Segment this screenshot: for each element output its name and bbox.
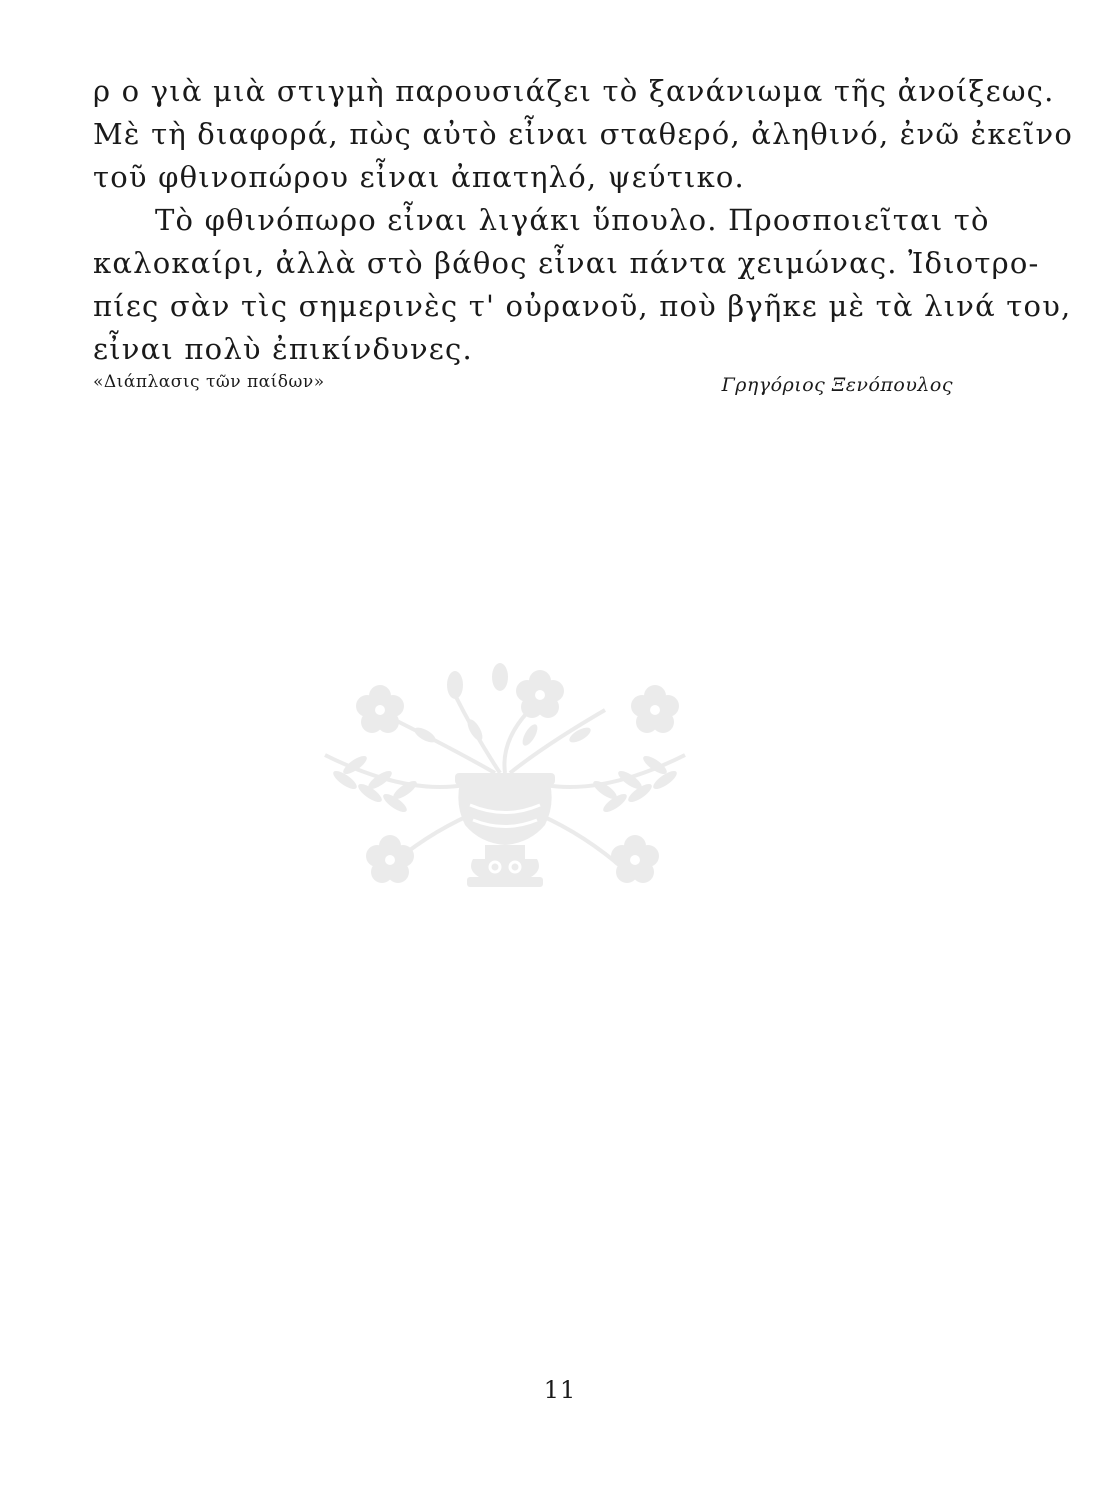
page-number: 11 xyxy=(543,1376,577,1404)
author-name: Γρηγόριος Ξενόπουλος xyxy=(721,374,953,396)
text-line: καλοκαίρι, ἀλλὰ στὸ βάθος εἶναι πάντα χειμώνας. Ἰδιοτρο- xyxy=(93,246,1040,280)
text-line: Μὲ τὴ διαφορά, πὼς αὐτὸ εἶναι σταθερό, ἀληθινό, ἐνῶ ἐκεῖνο xyxy=(93,117,1074,151)
paragraph-start-line: Τὸ φθινόπωρο εἶναι λιγάκι ὕπουλο. Προσποιεῖται τὸ xyxy=(155,203,990,237)
text-line: τοῦ φθινοπώρου εἶναι ἀπατηλό, ψεύτικο. xyxy=(93,160,745,194)
vase-with-flowers-ornament-icon xyxy=(295,655,715,910)
text-line: εἶναι πολὺ ἐπικίνδυνες. xyxy=(93,332,473,366)
source-title: «Διάπλασις τῶν παίδων» xyxy=(93,372,325,392)
text-line: ρ ο γιὰ μιὰ στιγμὴ παρουσιάζει τὸ ξανάνιωμα τῆς ἀνοίξεως. xyxy=(93,74,1055,108)
text-line: πίες σὰν τὶς σημερινὲς τ' οὐρανοῦ, ποὺ βγῆκε μὲ τὰ λινά του, xyxy=(93,289,1072,323)
attribution-row xyxy=(93,372,953,402)
body-text xyxy=(93,70,1074,371)
